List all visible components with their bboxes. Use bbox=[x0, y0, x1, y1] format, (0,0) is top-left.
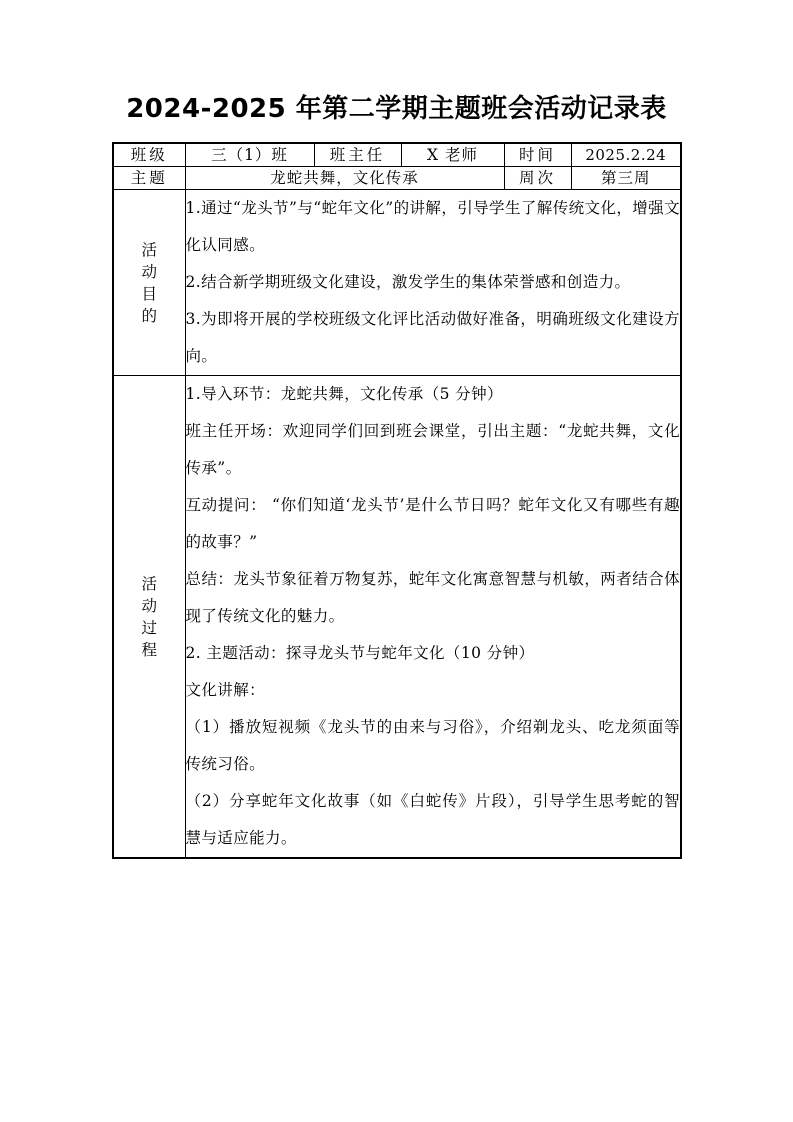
class-value: 三（1）班 bbox=[185, 143, 314, 167]
process-label-char-3: 过 bbox=[141, 618, 157, 637]
purpose-label-char-1: 活 bbox=[141, 240, 157, 259]
process-line: 总结：龙头节象征着万物复苏，蛇年文化寓意智慧与机敏，两者结合体现了传统文化的魅力。 bbox=[185, 570, 680, 625]
process-line: 互动提问： “你们知道‘龙头节’是什么节日吗？蛇年文化又有哪些有趣的故事？” bbox=[185, 496, 680, 551]
topic-value: 龙蛇共舞，文化传承 bbox=[185, 167, 504, 190]
week-label: 周次 bbox=[504, 167, 571, 190]
process-label bbox=[113, 376, 185, 859]
purpose-line: 3.为即将开展的学校班级文化评比活动做好准备，明确班级文化建设方向。 bbox=[185, 310, 680, 365]
head-teacher-label: 班主任 bbox=[314, 143, 401, 167]
process-label-char-4: 程 bbox=[141, 640, 157, 659]
purpose-label-char-2: 动 bbox=[141, 262, 157, 281]
topic-label: 主题 bbox=[113, 167, 185, 190]
purpose-content bbox=[185, 190, 681, 376]
purpose-line: 2.结合新学期班级文化建设，激发学生的集体荣誉感和创造力。 bbox=[185, 273, 631, 291]
table-row-class-info bbox=[113, 143, 681, 167]
class-label: 班级 bbox=[113, 143, 185, 167]
process-label-char-2: 动 bbox=[141, 596, 157, 615]
purpose-label-char-4: 的 bbox=[141, 306, 157, 325]
purpose-label-char-3: 目 bbox=[141, 284, 157, 303]
process-line: 1.导入环节：龙蛇共舞，文化传承（5 分钟） bbox=[185, 385, 503, 403]
head-teacher-value: X 老师 bbox=[401, 143, 504, 167]
purpose-label bbox=[113, 190, 185, 376]
process-label-char-1: 活 bbox=[141, 574, 157, 593]
date-value: 2025.2.24 bbox=[571, 143, 681, 167]
table-row-purpose bbox=[113, 190, 681, 376]
process-line: 2. 主题活动：探寻龙头节与蛇年文化（10 分钟） bbox=[185, 644, 535, 662]
process-line: 文化讲解： bbox=[185, 681, 266, 699]
page-title: 2024-2025 年第二学期主题班会活动记录表 bbox=[126, 94, 667, 124]
purpose-line: 1.通过“龙头节”与“蛇年文化”的讲解，引导学生了解传统文化，增强文化认同感。 bbox=[185, 199, 680, 254]
activity-record-table bbox=[112, 142, 682, 859]
process-line: （1）播放短视频《龙头节的由来与习俗》，介绍剃龙头、吃龙须面等传统习俗。 bbox=[185, 718, 680, 773]
table-row-process bbox=[113, 376, 681, 859]
process-line: （2）分享蛇年文化故事（如《白蛇传》片段），引导学生思考蛇的智慧与适应能力。 bbox=[185, 792, 680, 847]
date-label: 时间 bbox=[504, 143, 571, 167]
process-line: 班主任开场：欢迎同学们回到班会课堂，引出主题：“龙蛇共舞，文化传承”。 bbox=[185, 422, 680, 477]
process-content bbox=[185, 376, 681, 859]
table-row-topic bbox=[113, 167, 681, 190]
week-value: 第三周 bbox=[571, 167, 681, 190]
